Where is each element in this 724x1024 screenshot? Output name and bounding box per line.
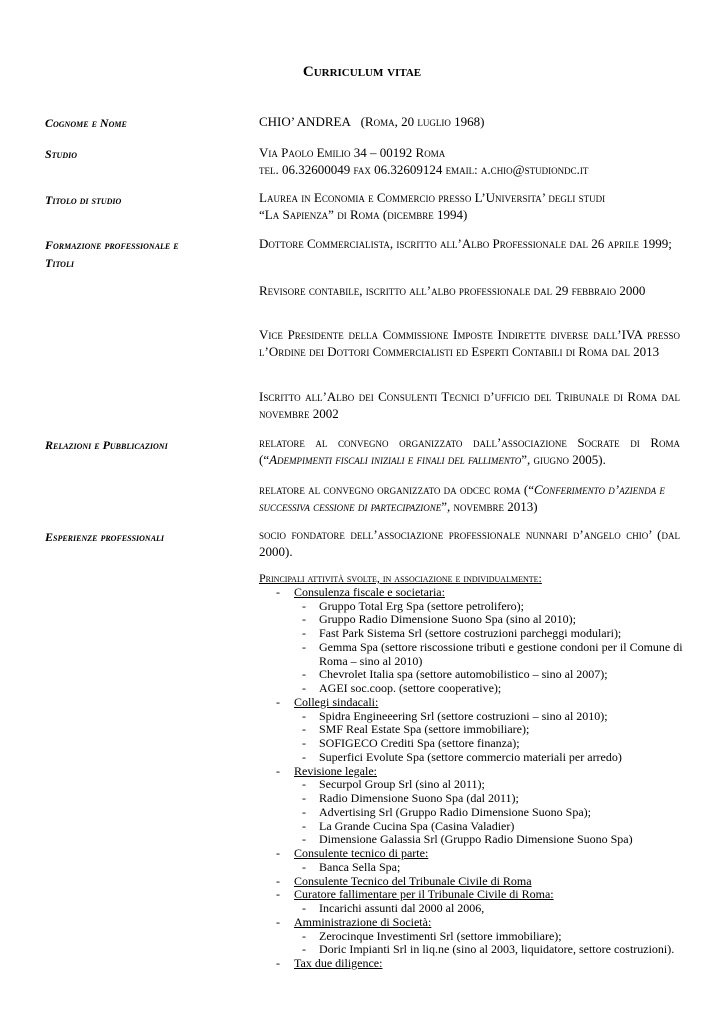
esperienze-intro: socio fondatore dell’associazione professionale nunnari d’angelo chio’ (dal 2000). [259,527,680,559]
activity-category [259,586,684,696]
titolo-line-1: Laurea in Economia e Commercio presso L’Universita’ degli studi [259,190,606,205]
label-studio: Studio [45,147,78,161]
formazione-item-1: Dottore Commercialista, iscritto all’Albo Professionale dal 26 aprile 1999; [259,236,672,251]
label-cognome-nome: Cognome e Nome [45,116,127,130]
relazione-1-pre: relatore al convegno organizzato dall’associazione Socrate di Roma (“ [259,435,680,467]
relazione-item-2 [259,481,680,515]
titolo-block [259,189,680,223]
activity-category-title: Revisione legale: [294,763,377,778]
activity-category [259,957,684,971]
formazione-item-2: Revisore contabile, iscritto all’albo professionale dal 29 febbraio 2000 [259,283,646,298]
label-titolo-studio: Titolo di studio [45,193,122,207]
activity-category [259,696,684,765]
activity-item: - Superfici Evolute Spa (settore commercio materiali per arredo) [294,751,684,765]
activity-sublist [294,778,684,847]
activity-category [259,765,684,848]
activity-category-title: Consulente Tecnico del Tribunale Civile di Roma [294,873,532,888]
activity-sublist [294,600,684,696]
activity-sublist [294,902,684,916]
activity-sublist [294,710,684,765]
activity-item: - Banca Sella Spa; [294,861,684,875]
formazione-item-3: Vice Presidente della Commissione Imposte Indirette diverse dall’IVA presso l’Ordine dei Dottori Commercialisti ed Esperti Contabili di Roma dal 2013 [259,327,680,359]
activities-block [259,572,684,971]
activity-item: - AGEI soc.coop. (settore cooperative); [294,682,684,696]
activity-item: - SMF Real Estate Spa (settore immobiliare); [294,723,684,737]
relazione-1-title: Adempimenti fiscali iniziali e finali del fallimento [269,452,522,467]
activity-category [259,888,684,916]
activity-category-title: Consulenza fiscale e societaria: [294,584,445,599]
activities-heading: Principali attività svolte, in associazione e individualmente: [259,571,542,585]
activity-item: - Spidra Engineeering Srl (settore costruzioni – sino al 2010); [294,710,684,724]
relazione-item-1 [259,434,680,468]
studio-block [259,144,680,178]
activity-item: - Fast Park Sistema Srl (settore costruzioni parcheggi modulari); [294,627,684,641]
studio-contacts: tel. 06.32600049 fax 06.32609124 email: a.chio@studiondc.it [259,162,589,177]
activity-item: - Doric Impianti Srl in liq.ne (sino al 2003, liquidatore, settore costruzioni). [294,943,684,957]
label-relazioni: Relazioni e Pubblicazioni [45,438,168,452]
activity-category-title: Tax due diligence: [294,956,383,970]
page-title: Curriculum vitae [302,64,422,80]
label-formazione-line-2: Titoli [45,256,74,270]
activity-category-title: Consulente tecnico di parte: [294,846,429,860]
activity-category [259,916,684,957]
activity-item: - Securpol Group Srl (sino al 2011); [294,778,684,792]
titolo-line-2: “La Sapienza” di Roma (dicembre 1994) [259,207,468,222]
formazione-item-4: Iscritto all’Albo dei Consulenti Tecnici d’ufficio del Tribunale di Roma dal novembre 2002 [259,389,680,421]
name-line [259,113,680,130]
activity-sublist [294,861,684,875]
relazione-2-pre: relatore al convegno organizzato da odcec roma (“ [259,482,535,497]
label-formazione [45,236,245,272]
studio-address: Via Paolo Emilio 34 – 00192 Roma [259,145,446,160]
activity-item: - Advertising Srl (Gruppo Radio Dimensione Suono Spa); [294,806,684,820]
activity-item: - Dimensione Galassia Srl (Gruppo Radio Dimensione Suono Spa) [294,833,684,847]
activity-item: - Gruppo Radio Dimensione Suono Spa (sino al 2010); [294,613,684,627]
activity-item: - Gruppo Total Erg Spa (settore petrolifero); [294,600,684,614]
activity-sublist [294,930,684,958]
activity-item: - Zerocinque Investimenti Srl (settore immobiliare); [294,930,684,944]
activity-item: - La Grande Cucina Spa (Casina Valadier) [294,820,684,834]
activity-category-title: Curatore fallimentare per il Tribunale Civile di Roma: [294,887,554,902]
relazione-1-post: ”, giugno 2005). [521,452,606,467]
label-esperienze: Esperienze professionali [45,530,165,544]
activity-item: - Incarichi assunti dal 2000 al 2006, [294,902,684,916]
activity-category [259,875,684,889]
label-formazione-line-1: Formazione professionale e [45,238,179,252]
activity-item: - Radio Dimensione Suono Spa (dal 2011); [294,792,684,806]
person-name: CHIO’ ANDREA [259,114,351,129]
birth-info: (Roma, 20 luglio 1968) [360,114,485,129]
activity-item: - Gemma Spa (settore riscossione tributi e gestione condoni per il Comune di Roma – sino al 2010) [294,641,684,669]
activity-item: - Chevrolet Italia spa (settore automobilistico – sino al 2007); [294,668,684,682]
relazione-2-title: Conferimento d’azienda e successiva cessione di partecipazione [259,482,665,514]
relazione-2-post: ”, novembre 2013) [441,499,538,514]
activity-category-title: Collegi sindacali: [294,694,379,709]
activity-category [259,847,684,875]
activity-item: - SOFIGECO Crediti Spa (settore finanza); [294,737,684,751]
activity-category-title: Amministrazione di Società: [294,914,432,929]
activities-list [259,586,684,971]
